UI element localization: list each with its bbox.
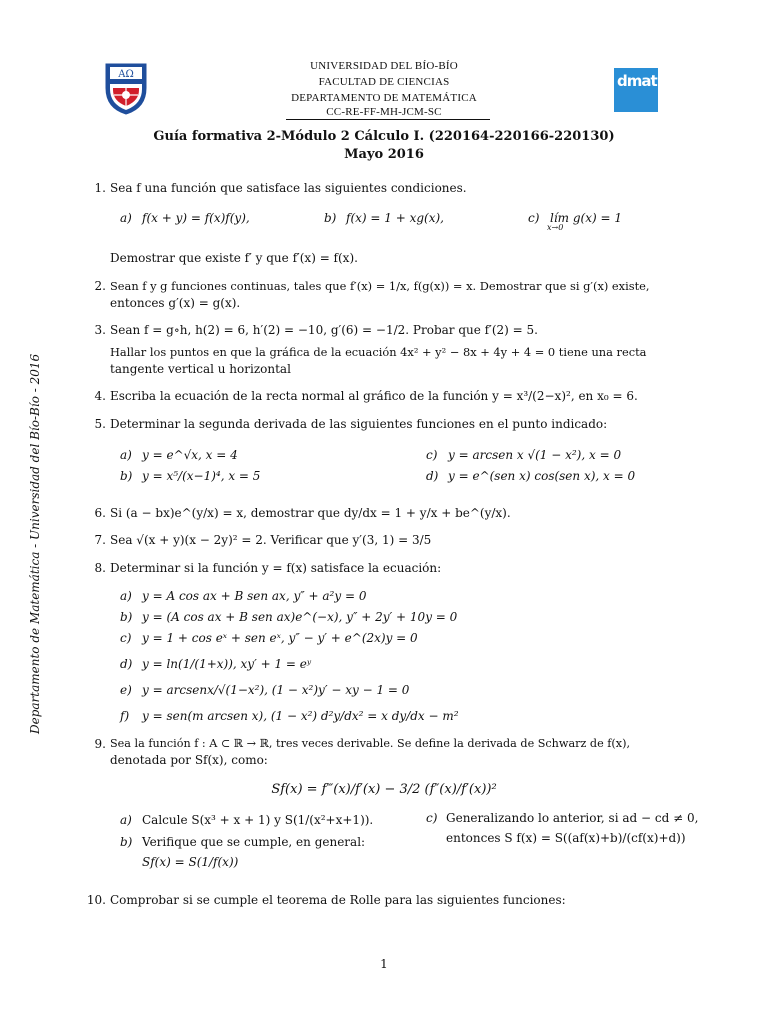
p5-label-b: b) (120, 469, 133, 483)
p1-item-c: lím g(x) = 1 (550, 211, 622, 225)
problem-5-number: 5. (94, 417, 106, 431)
problem-2-line1: Sean f y g funciones continuas, tales que f′(x) = 1/x, f(g(x)) = x. Demostrar que si g′(x) existe, (110, 279, 650, 293)
problem-9-line2: denotada por Sf(x), como: (110, 753, 268, 767)
p8-item-f: y = sen(m arcsen x), (1 − x²) d²y/dx² = x dy/dx − m² (142, 709, 459, 723)
p8-label-e: e) (120, 683, 132, 697)
problem-10-text: Comprobar si se cumple el teorema de Rolle para las siguientes funciones: (110, 893, 566, 907)
problem-6-text: Si (a − bx)e^(y/x) = x, demostrar que dy/dx = 1 + y/x + be^(y/x). (110, 506, 511, 520)
p5-item-b: y = x⁵/(x−1)⁴, x = 5 (142, 469, 261, 483)
p9-item-c-line2: entonces S f(x) = S((af(x)+b)/(cf(x)+d)) (446, 831, 686, 845)
p9-item-a: Calcule S(x³ + x + 1) y S(1/(x²+x+1)). (142, 813, 374, 827)
problem-9-line1: Sea la función f : A ⊂ ℝ → ℝ, tres veces derivable. Se define la derivada de Schwarz de f(x), (110, 737, 630, 750)
problem-3-line1: Sean f = g∘h, h(2) = 6, h′(2) = −10, g′(6) = −1/2. Probar que f′(2) = 5. (110, 323, 538, 337)
problem-4-number: 4. (94, 389, 106, 403)
p1-item-a: f(x + y) = f(x)f(y), (142, 211, 250, 225)
p1-label-c: c) (528, 211, 540, 225)
p9-label-c: c) (426, 811, 438, 825)
problem-6-number: 6. (94, 506, 106, 520)
p9-item-b-line2: Sf(x) = S(1/f(x)) (142, 855, 239, 869)
problem-8-intro: Determinar si la función y = f(x) satisface la ecuación: (110, 561, 442, 575)
p9-item-c-line1: Generalizando lo anterior, si ad − cd ≠ 0, (446, 811, 699, 825)
p8-label-a: a) (120, 589, 132, 603)
problem-4-text: Escriba la ecuación de la recta normal al gráfico de la función y = x³/(2−x)², en x₀ = 6. (110, 389, 638, 403)
p8-label-d: d) (120, 657, 133, 671)
p8-item-e: y = arcsenx/√(1−x²), (1 − x²)y′ − xy − 1 = 0 (142, 683, 410, 697)
p8-item-b: y = (A cos ax + B sen ax)e^(−x), y″ + 2y′ + 10y = 0 (142, 610, 458, 624)
p1-label-a: a) (120, 211, 132, 225)
p8-label-f: f) (120, 709, 130, 723)
guide-date: Mayo 2016 (344, 147, 424, 162)
p8-item-d: y = ln(1/(1+x)), xy′ + 1 = eʸ (142, 657, 312, 671)
problem-2-line2: entonces g′(x) = g(x). (110, 296, 241, 310)
problem-1-conclusion: Demostrar que existe f′ y que f′(x) = f(x). (110, 251, 358, 265)
header-code: CC-RE-FF-MH-JCM-SC (326, 106, 442, 118)
p1-item-b: f(x) = 1 + xg(x), (346, 211, 444, 225)
problem-2-number: 2. (94, 279, 106, 293)
header-university: UNIVERSIDAD DEL BÍO-BÍO (310, 60, 458, 72)
p5-label-a: a) (120, 448, 132, 462)
header-faculty: FACULTAD DE CIENCIAS (318, 76, 450, 88)
p8-label-c: c) (120, 631, 132, 645)
guide-title: Guía formativa 2-Módulo 2 Cálculo I. (220164-220166-220130) (153, 129, 615, 144)
p9-label-b: b) (120, 835, 133, 849)
problem-7-text: Sea √(x + y)(x − 2y)² = 2. Verificar que y′(3, 1) = 3/5 (110, 533, 432, 547)
header-department: DEPARTAMENTO DE MATEMÁTICA (291, 92, 477, 104)
header-rule (286, 119, 490, 120)
p8-label-b: b) (120, 610, 133, 624)
p5-label-c: c) (426, 448, 438, 462)
p5-label-d: d) (426, 469, 439, 483)
p8-item-a: y = A cos ax + B sen ax, y″ + a²y = 0 (142, 589, 367, 603)
schwarz-formula: Sf(x) = f‴(x)/f′(x) − 3/2 (f″(x)/f′(x))² (271, 782, 497, 797)
page-number: 1 (380, 957, 388, 971)
side-vertical-text: Departamento de Matemática - Universidad del Bío-Bío - 2016 (28, 353, 42, 734)
p1-limit-subscript: x→0 (547, 223, 564, 232)
problem-7-number: 7. (94, 533, 106, 547)
p5-item-d: y = e^(sen x) cos(sen x), x = 0 (448, 469, 636, 483)
problem-3-number: 3. (94, 323, 106, 337)
problem-10-number: 10. (86, 893, 106, 907)
problem-3-line3: tangente vertical u horizontal (110, 362, 291, 376)
p1-label-b: b) (324, 211, 337, 225)
p5-item-a: y = e^√x, x = 4 (142, 448, 238, 462)
p5-item-c: y = arcsen x √(1 − x²), x = 0 (448, 448, 622, 462)
problem-8-number: 8. (94, 561, 106, 575)
p9-item-b-line1: Verifique que se cumple, en general: (142, 835, 366, 849)
problem-3-line2: Hallar los puntos en que la gráfica de la ecuación 4x² + y² − 8x + 4y + 4 = 0 tiene una recta (110, 345, 647, 359)
problem-1-number: 1. (94, 181, 106, 195)
svg-text:ΑΩ: ΑΩ (118, 69, 134, 80)
problem-1-intro: Sea f una función que satisface las siguientes condiciones. (110, 181, 467, 195)
problem-5-intro: Determinar la segunda derivada de las siguientes funciones en el punto indicado: (110, 417, 608, 431)
p8-item-c: y = 1 + cos eˣ + sen eˣ, y″ − y′ + e^(2x)y = 0 (142, 631, 418, 645)
problem-9-number: 9. (94, 737, 106, 751)
p9-label-a: a) (120, 813, 132, 827)
dmat-logo-text: dmat (617, 72, 657, 90)
